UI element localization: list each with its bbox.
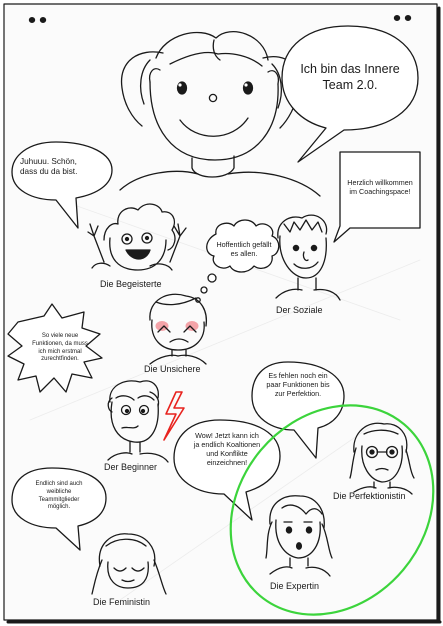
speech-text-unsichere: Hoffentlich gefällt es allen. (216, 240, 272, 258)
speech-text-soziale: Herzlich willkommen im Coachingspace! (347, 178, 413, 196)
speech-bubble-soziale (334, 152, 420, 242)
label-expertin: Die Expertin (270, 581, 320, 591)
speech-text-beginner: So viele neue Funktionen, da muss ich mich erstmal zurechtfinden. (32, 333, 88, 363)
speech-text-feministin: Endlich sind auch weibliche Teammitglieder möglich. (35, 481, 83, 511)
label-feministin: Die Feministin (93, 597, 151, 607)
label-perfektionistin: Die Perfektionistin (333, 491, 406, 501)
label-unsichere: Die Unsichere (144, 364, 201, 374)
label-begeisterte: Die Begeisterte (100, 279, 162, 289)
label-beginner: Der Beginner (104, 462, 158, 472)
speech-text-expertin: Wow! Jetzt kann ich ja endlich Koaltionen und Konflikte einzeichnen! (193, 431, 261, 467)
speech-text-begeisterte: Juhuuu. Schön, dass du da bist. (20, 157, 78, 177)
speech-text-perfektionistin: Es fehlen noch ein paar Funktionen bis zur Perfektion. (266, 371, 330, 398)
label-soziale: Der Soziale (276, 305, 323, 315)
speech-text-main: Ich bin das Innere Team 2.0. (300, 62, 400, 93)
